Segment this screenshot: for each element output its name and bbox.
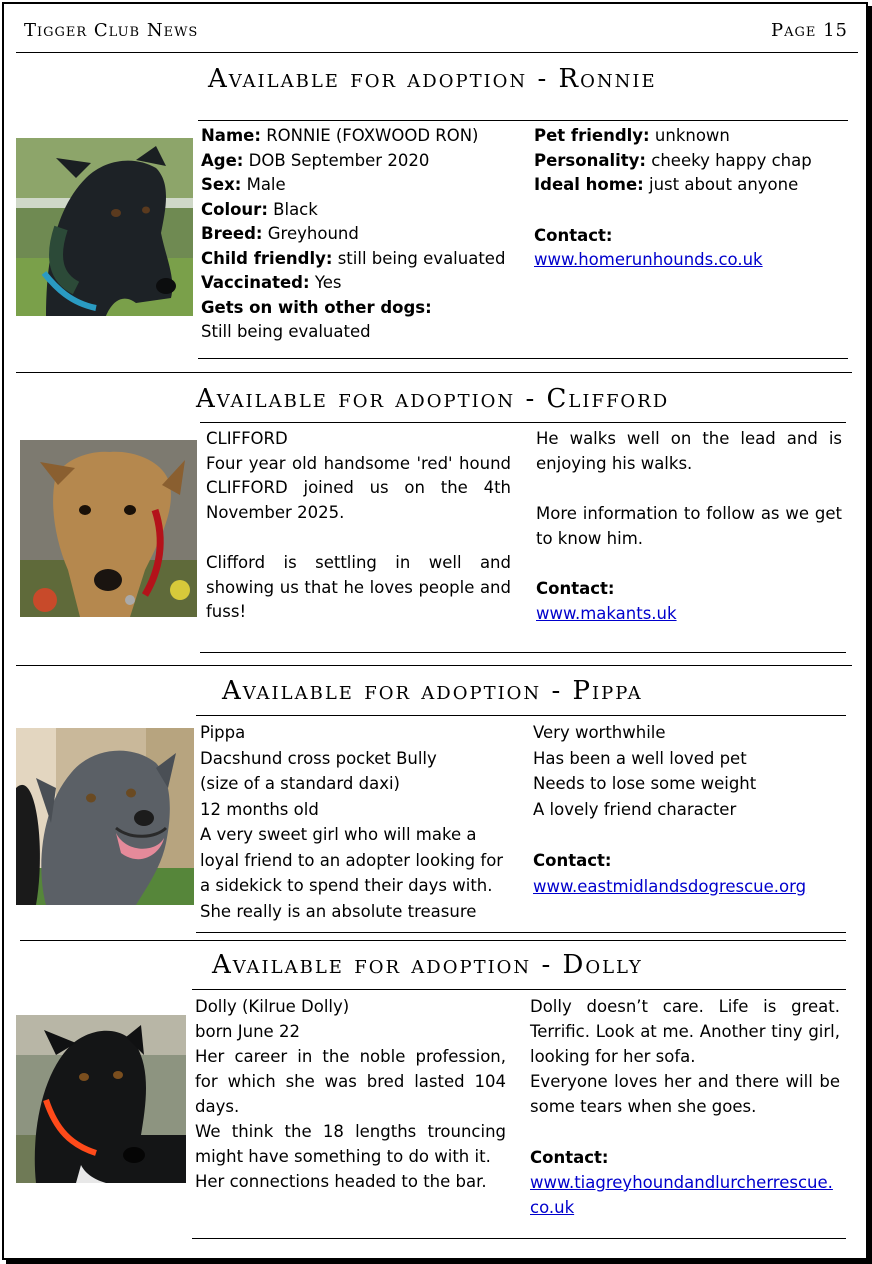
dolly-description-2: Everyone loves her and there will be some tears when she goes. (530, 1072, 840, 1116)
pippa-name: Pippa (200, 723, 246, 742)
section-divider (20, 940, 846, 941)
field-other-dogs-value: Still being evaluated (201, 322, 371, 341)
pippa-description: A very sweet girl who will make a loyal friend to an adopter looking for a sidekick to spend their days with. She really is an absolute treasure (200, 825, 504, 921)
divider (198, 120, 848, 121)
section-title-dolly: Available for adoption - Dolly (212, 950, 643, 980)
clifford-more-info: More information to follow as we get to know him. (536, 504, 842, 548)
pippa-trait-1: Very worthwhile (533, 723, 666, 742)
field-colour: Colour: Black (201, 199, 318, 219)
newsletter-title: Tigger Club News (24, 20, 199, 41)
divider (196, 715, 846, 716)
black-greyhound-orange-collar-photo (16, 1015, 186, 1183)
contact-label: Contact: (530, 1148, 609, 1167)
section-divider (16, 372, 852, 373)
grey-bully-photo (16, 728, 194, 905)
dolly-connections: Her connections headed to the bar. (195, 1172, 487, 1191)
ronnie-details-right (534, 124, 848, 273)
clifford-walks: He walks well on the lead and is enjoying his walks. (536, 429, 842, 473)
clifford-name: CLIFFORD (206, 429, 288, 448)
field-age: Age: DOB September 2020 (201, 150, 430, 170)
divider (192, 1238, 846, 1239)
dolly-details-right (530, 994, 840, 1220)
field-breed: Breed: Greyhound (201, 224, 359, 243)
divider (200, 422, 846, 423)
field-name: Name: RONNIE (FOXWOOD RON) (201, 126, 479, 145)
contact-link-homerunhounds[interactable]: www.homerunhounds.co.uk (534, 250, 763, 269)
dolly-details-left (195, 994, 506, 1194)
field-sex: Sex: Male (201, 175, 286, 194)
clifford-details-right (536, 427, 842, 626)
dolly-trouncing: We think the 18 lengths trouncing might have something to do with it. (195, 1122, 506, 1166)
pippa-details-right (533, 720, 846, 899)
red-hound-photo (20, 440, 197, 617)
clifford-details-left (206, 427, 511, 625)
section-title-ronnie: Available for adoption - Ronnie (208, 64, 657, 94)
field-personality: Personality: cheeky happy chap (534, 150, 812, 170)
dolly-career: Her career in the noble profession, for which she was bred lasted 104 days. (195, 1047, 506, 1116)
pippa-trait-3: Needs to lose some weight (533, 774, 757, 793)
contact-label: Contact: (534, 225, 613, 245)
section-title-pippa: Available for adoption - Pippa (222, 676, 643, 706)
field-vaccinated: Vaccinated: Yes (201, 273, 342, 292)
dolly-born: born June 22 (195, 1022, 300, 1041)
field-ideal-home: Ideal home: just about anyone (534, 175, 799, 194)
pippa-size: (size of a standard daxi) (200, 774, 400, 793)
field-other-dogs: Gets on with other dogs: (201, 297, 432, 317)
divider (200, 652, 846, 653)
black-greyhound-photo (16, 138, 193, 316)
pippa-details-left (200, 720, 506, 924)
field-child-friendly: Child friendly: still being evaluated (201, 248, 506, 268)
clifford-description-1: Four year old handsome 'red' hound CLIFFORD joined us on the 4th November 2025. (206, 453, 511, 522)
clifford-description-2: Clifford is settling in well and showing us that he loves people and fuss! (206, 553, 511, 621)
page-number: Page 15 (771, 20, 848, 41)
pippa-breed: Dacshund cross pocket Bully (200, 748, 437, 768)
divider (198, 358, 848, 359)
pippa-trait-2: Has been a well loved pet (533, 748, 747, 768)
divider (196, 932, 846, 933)
dolly-name: Dolly (Kilrue Dolly) (195, 997, 350, 1016)
contact-label: Contact: (533, 851, 612, 870)
section-divider (16, 665, 852, 666)
section-title-clifford: Available for adoption - Clifford (196, 384, 670, 414)
ronnie-details-left (201, 124, 521, 345)
contact-link-eastmidlandsdogrescue[interactable]: www.eastmidlandsdogrescue.org (533, 876, 807, 896)
contact-link-makants[interactable]: www.makants.uk (536, 603, 677, 623)
divider (192, 989, 846, 990)
header-divider (16, 52, 858, 53)
pippa-age: 12 months old (200, 799, 319, 819)
contact-link-tiagreyhoundandlurcherrescue[interactable]: www.tiagreyhoundandlurcherrescue.co.uk (530, 1173, 833, 1217)
field-pet-friendly: Pet friendly: unknown (534, 126, 730, 145)
dolly-description-1: Dolly doesn’t care. Life is great. Terrific. Look at me. Another tiny girl, looking for her sofa. (530, 997, 840, 1066)
newsletter-header (24, 20, 848, 46)
pippa-trait-4: A lovely friend character (533, 799, 737, 819)
contact-label: Contact: (536, 579, 615, 598)
